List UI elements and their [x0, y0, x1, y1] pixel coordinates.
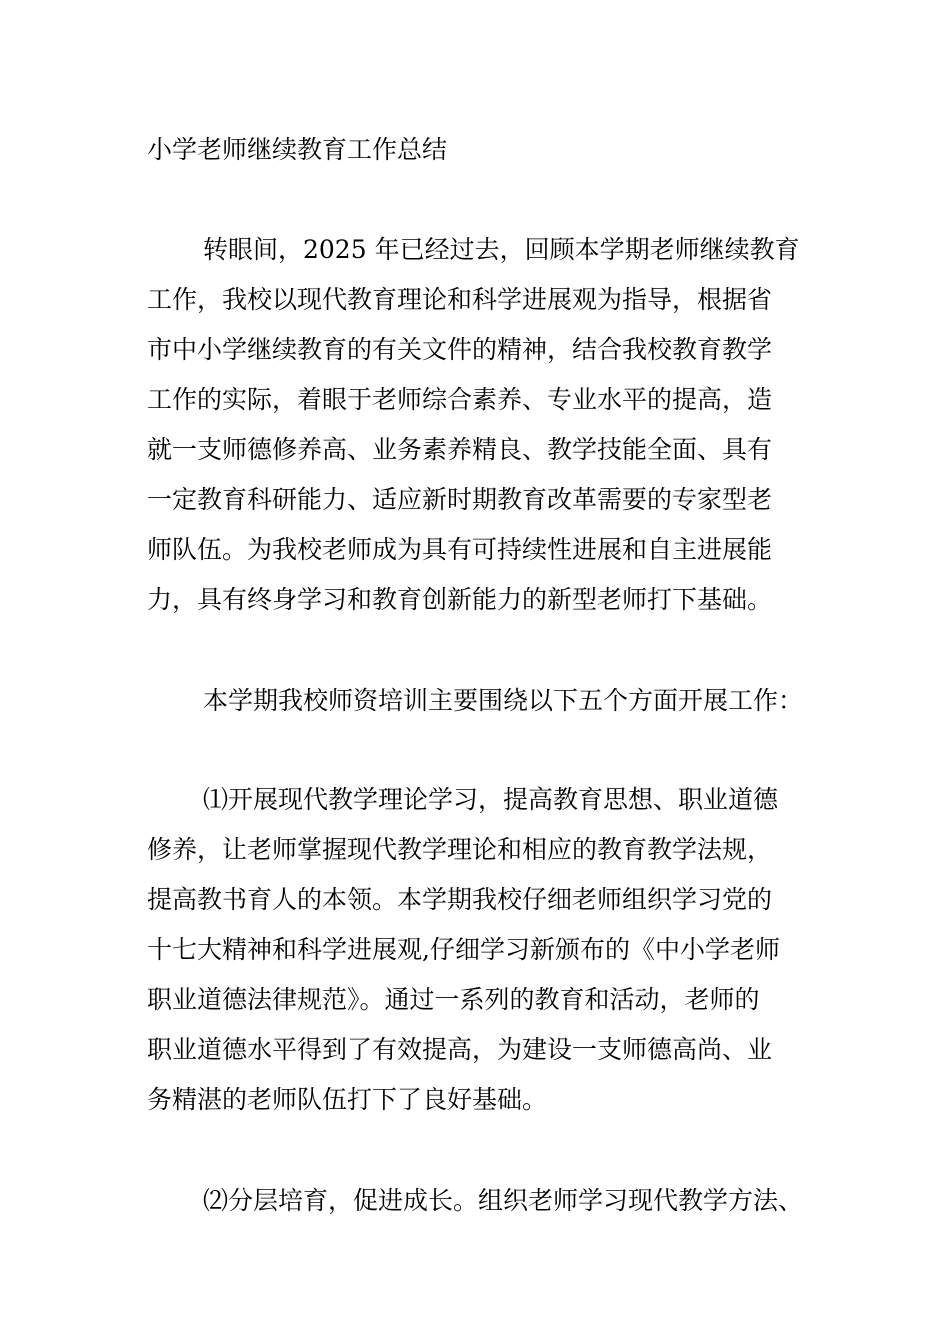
paragraph-line: 务精湛的老师队伍打下了良好基础。: [147, 1085, 548, 1114]
paragraph-line: 转眼间，2025 年已经过去，回顾本学期老师继续教育: [203, 235, 800, 264]
paragraph-line: 就一支师德修养高、业务素养精良、教学技能全面、具有: [147, 435, 773, 464]
paragraph-review: [147, 225, 847, 625]
paragraph-line: ⑴开展现代教学理论学习，提高教育思想、职业道德: [203, 785, 779, 814]
paragraph-line: 提高教书育人的本领。本学期我校仔细老师组织学习党的: [147, 885, 773, 914]
paragraph-line: 一定教育科研能力、适应新时期教育改革需要的专家型老: [147, 485, 773, 514]
paragraph-line: 师队伍。为我校老师成为具有可持续性进展和自主进展能: [147, 535, 773, 564]
paragraph-line: 十七大精神和科学进展观,仔细学习新颁布的《中小学老师: [147, 935, 780, 964]
paragraph-line: 职业道德法律规范》。通过一系列的教育和活动，老师的: [147, 985, 760, 1014]
document-title: 小学老师继续教育工作总结: [147, 135, 448, 164]
paragraph-overview: [147, 676, 847, 726]
paragraph-line: 市中小学继续教育的有关文件的精神，结合我校教育教学: [147, 335, 773, 364]
paragraph-line: 修养，让老师掌握现代教学理论和相应的教育教学法规，: [147, 835, 773, 864]
paragraph-line: 职业道德水平得到了有效提高，为建设一支师德高尚、业: [147, 1035, 773, 1064]
paragraph-line: 工作，我校以现代教育理论和科学进展观为指导，根据省: [147, 285, 773, 314]
paragraph-line: 本学期我校师资培训主要围绕以下五个方面开展工作：: [203, 686, 804, 715]
paragraph-line: 力，具有终身学习和教育创新能力的新型老师打下基础。: [147, 585, 773, 614]
paragraph-line: ⑵分层培育，促进成长。组织老师学习现代教学方法、: [203, 1186, 804, 1215]
paragraph-item-1: [147, 775, 847, 1125]
paragraph-item-2: [147, 1176, 847, 1226]
paragraph-line: 工作的实际，着眼于老师综合素养、专业水平的提高，造: [147, 385, 773, 414]
